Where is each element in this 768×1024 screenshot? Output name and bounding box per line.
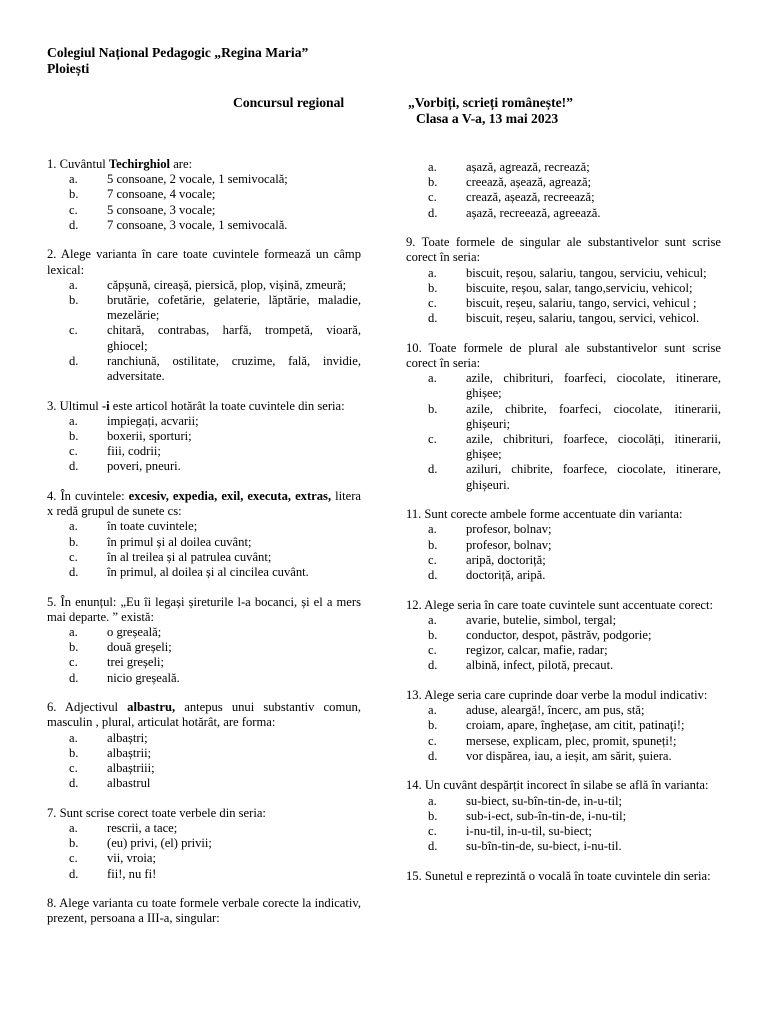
answer-option [47, 640, 361, 655]
option-letter: c. [69, 202, 78, 217]
option-text: biscuite, reșou, salar, tango,serviciu, vehicol; [466, 280, 693, 295]
contest-title: Concursul regional [233, 95, 345, 110]
question-8-options [406, 160, 721, 221]
option-letter: d. [69, 670, 79, 685]
option-letter: d. [428, 839, 438, 854]
answer-option [47, 354, 361, 384]
question-6 [47, 700, 361, 791]
option-letter: b. [69, 836, 79, 851]
option-text: în toate cuvintele; [107, 519, 198, 534]
right-column [406, 160, 721, 898]
question-3 [47, 399, 361, 475]
option-letter: b. [69, 640, 79, 655]
option-text: fiii, codrii; [107, 444, 161, 459]
question-15 [406, 869, 721, 884]
answer-option [47, 867, 361, 882]
answer-option [406, 371, 721, 401]
answer-option [406, 296, 721, 311]
question-text: 15. Sunetul e reprezintă o vocală în toate cuvintele din seria: [406, 868, 711, 883]
option-text: aduse, aleargă!, încerc, am pus, stă; [466, 703, 645, 718]
answer-option [47, 761, 361, 776]
option-text: sub-i-ect, sub-în-tin-de, i-nu-til; [466, 808, 627, 823]
option-text: conductor, despot, păstrăv, podgorie; [466, 628, 652, 643]
answer-option [406, 206, 721, 221]
option-letter: c. [69, 851, 78, 866]
option-letter: d. [428, 311, 438, 326]
answer-option [47, 550, 361, 565]
school-line-2: Ploiești [47, 61, 90, 76]
option-text: mersese, explicam, plec, promit, spuneți!; [466, 733, 677, 748]
option-letter: b. [69, 187, 79, 202]
option-letter: a. [428, 522, 437, 537]
option-text: croiam, apare, îngheţase, am citit, patinaţi!; [466, 718, 685, 733]
option-letter: c. [428, 824, 437, 839]
option-text: albină, infect, pilotă, precaut. [466, 658, 614, 673]
option-text: profesor, bolnav; [466, 537, 552, 552]
question-5 [47, 595, 361, 686]
option-text: o greșeală; [107, 625, 162, 640]
option-letter: c. [428, 733, 437, 748]
option-text: căpșună, cireașă, piersică, plop, vișină, zmeură; [107, 277, 347, 292]
answer-option [47, 535, 361, 550]
option-text: vor dispărea, iau, a ieșit, am sărit, șuiera. [466, 748, 672, 763]
option-letter: a. [428, 371, 437, 386]
answer-option [406, 613, 721, 628]
answer-option [406, 658, 721, 673]
answer-option [406, 643, 721, 658]
option-text: 5 consoane, 2 vocale, 1 semivocală; [107, 172, 288, 187]
answer-option [47, 671, 361, 686]
answer-option [406, 522, 721, 537]
option-text: avarie, butelie, simbol, tergal; [466, 612, 617, 627]
question-keyword: excesiv, expedia, exil, executa, extras, [128, 489, 332, 504]
option-letter: c. [428, 643, 437, 658]
answer-option [47, 746, 361, 761]
answer-option [406, 402, 721, 432]
option-letter: c. [428, 190, 437, 205]
question-2 [47, 247, 361, 384]
question-keyword: Techirghiol [108, 157, 171, 171]
question-10 [406, 341, 721, 493]
option-letter: d. [428, 748, 438, 763]
answer-option [47, 851, 361, 866]
option-text: trei greșeli; [107, 655, 164, 670]
question-text: 1. Cuvântul Techirghiol are: [47, 157, 193, 171]
option-letter: d. [69, 217, 79, 232]
option-text: așază, agrează, recrează; [466, 160, 590, 174]
question-text: 7. Sunt scrise corect toate verbele din seria: [47, 805, 266, 820]
option-text: nicio greșeală. [107, 670, 180, 685]
option-text: i-nu-til, in-u-til, su-biect; [466, 824, 592, 839]
answer-option [406, 839, 721, 854]
answer-option [406, 718, 721, 733]
option-letter: a. [428, 265, 437, 280]
option-letter: d. [428, 568, 438, 583]
answer-option [406, 734, 721, 749]
option-text: albaștrii; [107, 745, 152, 760]
option-letter: d. [428, 462, 438, 477]
option-letter: a. [69, 413, 78, 428]
option-letter: b. [69, 745, 79, 760]
option-text: rescrii, a tace; [107, 821, 178, 836]
question-7 [47, 806, 361, 882]
question-text: 10. Toate formele de plural ale substantivelor sunt scrise corect în seria: [406, 340, 721, 371]
option-letter: a. [428, 793, 437, 808]
option-text: crează, așează, recreează; [466, 190, 595, 205]
option-text: biscuit, reșou, salariu, tangou, serviciu, vehicul; [466, 265, 707, 280]
question-9 [406, 235, 721, 326]
question-text: 13. Alege seria care cuprinde doar verbe la modul indicativ: [406, 688, 708, 703]
answer-option [47, 625, 361, 640]
option-letter: a. [69, 821, 78, 836]
answer-option [47, 323, 361, 353]
answer-option [47, 203, 361, 218]
answer-option [406, 794, 721, 809]
answer-option [406, 190, 721, 205]
answer-option [47, 731, 361, 746]
option-text: vii, vroia; [107, 851, 156, 866]
answer-option [406, 703, 721, 718]
option-letter: a. [428, 160, 437, 174]
answer-option [406, 266, 721, 281]
answer-option [406, 553, 721, 568]
answer-option [406, 538, 721, 553]
option-text: în primul, al doilea și al cincilea cuvânt. [107, 565, 309, 580]
option-letter: a. [69, 172, 78, 187]
option-text: aripă, doctoriță; [466, 552, 546, 567]
question-13 [406, 688, 721, 764]
option-letter: c. [428, 296, 437, 311]
option-letter: c. [428, 432, 437, 447]
option-text: (eu) privi, (el) privii; [107, 836, 212, 851]
option-text: chitară, contrabas, harfă, trompetă, vioară, ghiocel; [107, 323, 361, 353]
answer-option [47, 172, 361, 187]
option-text: poveri, pneuri. [107, 459, 181, 474]
option-letter: b. [69, 429, 79, 444]
answer-option [47, 293, 361, 323]
option-letter: c. [69, 549, 78, 564]
school-name [47, 45, 308, 77]
option-letter: a. [428, 612, 437, 627]
option-letter: b. [69, 293, 79, 308]
answer-option [47, 821, 361, 836]
question-text: 8. Alege varianta cu toate formele verbale corecte la indicativ, prezent, persoana a III-a, singular: [47, 896, 361, 926]
option-letter: d. [69, 459, 79, 474]
option-letter: d. [428, 205, 438, 220]
question-11 [406, 507, 721, 583]
option-letter: c. [69, 323, 78, 338]
option-letter: a. [428, 703, 437, 718]
option-letter: b. [69, 534, 79, 549]
answer-option [47, 278, 361, 293]
option-letter: c. [69, 761, 78, 776]
option-letter: d. [428, 658, 438, 673]
option-text: creează, așează, agrează; [466, 175, 592, 190]
answer-option [406, 749, 721, 764]
question-text: 14. Un cuvânt despărțit incorect în silabe se află în varianta: [406, 778, 709, 793]
answer-option [47, 459, 361, 474]
option-text: 5 consoane, 3 vocale; [107, 202, 216, 217]
option-letter: c. [428, 552, 437, 567]
answer-option [406, 160, 721, 175]
school-line-1: Colegiul Național Pedagogic „Regina Maria” [47, 45, 309, 60]
question-12 [406, 598, 721, 674]
question-text: 4. În cuvintele: excesiv, expedia, exil, executa, extras, litera x redă grupul de sunete cs: [47, 489, 361, 519]
option-text: su-bîn-tin-de, su-biect, i-nu-til. [466, 839, 622, 854]
option-letter: d. [69, 866, 79, 881]
motto-text: „Vorbiți, scrieți românește!” [408, 95, 573, 110]
option-letter: b. [428, 280, 438, 295]
option-text: în primul și al doilea cuvânt; [107, 534, 252, 549]
class-date: Clasa a V-a, 13 mai 2023 [416, 111, 559, 126]
question-text: 11. Sunt corecte ambele forme accentuate din varianta: [406, 507, 683, 522]
answer-option [406, 809, 721, 824]
option-text: în al treilea și al patrulea cuvânt; [107, 549, 272, 564]
option-text: doctoriță, aripă. [466, 568, 546, 583]
answer-option [47, 776, 361, 791]
option-text: biscuit, reșeu, salariu, tango, servici, vehicul ; [466, 296, 697, 311]
answer-option [47, 429, 361, 444]
option-text: azile, chibrite, foarfeci, ciocolate, itinerarii, ghișeuri; [466, 401, 721, 431]
option-letter: c. [69, 655, 78, 670]
option-letter: b. [428, 718, 438, 733]
option-letter: d. [69, 776, 79, 791]
left-column [47, 157, 361, 941]
option-letter: a. [69, 730, 78, 745]
option-text: albaștri; [107, 730, 148, 745]
question-keyword: -i [101, 398, 110, 413]
answer-option [406, 824, 721, 839]
option-letter: a. [69, 277, 78, 292]
question-text: 5. În enunțul: „Eu îi legași șireturile l-a bocanci, și el a mers mai departe. ” există: [47, 594, 361, 624]
option-letter: b. [428, 401, 438, 416]
option-text: așază, recreează, agreează. [466, 205, 601, 220]
option-text: 7 consoane, 4 vocale; [107, 187, 216, 202]
question-keyword: albastru, [127, 700, 176, 715]
option-letter: b. [428, 175, 438, 190]
question-text: 6. Adjectivul albastru, antepus unui substantiv comun, masculin , plural, articulat hotărât, are forma: [47, 700, 361, 730]
option-letter: d. [69, 353, 79, 368]
option-letter: a. [69, 519, 78, 534]
option-text: su-biect, su-bîn-tin-de, in-u-til; [466, 793, 622, 808]
option-text: albaștriii; [107, 761, 155, 776]
question-8 [47, 896, 361, 926]
answer-option [47, 218, 361, 233]
question-text: 9. Toate formele de singular ale substantivelor sunt scrise corect în seria: [406, 235, 721, 265]
option-text: fii!, nu fi! [107, 866, 157, 881]
question-text: 12. Alege seria în care toate cuvintele sunt accentuate corect: [406, 597, 713, 612]
answer-option [47, 187, 361, 202]
option-letter: b. [428, 628, 438, 643]
question-1 [47, 157, 361, 233]
answer-option [47, 836, 361, 851]
answer-option [406, 462, 721, 492]
option-text: ranchiună, ostilitate, cruzime, fală, invidie, adversitate. [107, 353, 361, 384]
answer-option [406, 311, 721, 326]
option-letter: d. [69, 565, 79, 580]
answer-option [47, 414, 361, 429]
option-letter: c. [69, 444, 78, 459]
answer-option [47, 444, 361, 459]
option-text: profesor, bolnav; [466, 522, 552, 537]
option-text: regizor, calcar, mafie, radar; [466, 643, 608, 658]
answer-option [406, 175, 721, 190]
option-text: boxerii, sporturi; [107, 429, 192, 444]
option-text: azile, chibrituri, foarfece, ciocolăți, itinerarii, ghișee; [466, 432, 721, 462]
answer-option [406, 628, 721, 643]
question-text: 2. Alege varianta în care toate cuvintele formează un câmp lexical: [47, 247, 361, 277]
question-4 [47, 489, 361, 580]
option-text: brutărie, cofetărie, gelaterie, lăptărie, maladie, mezelărie; [107, 293, 361, 323]
option-text: 7 consoane, 3 vocale, 1 semivocală. [107, 217, 288, 232]
answer-option [406, 568, 721, 583]
answer-option [47, 565, 361, 580]
option-letter: b. [428, 537, 438, 552]
option-text: două greșeli; [107, 640, 172, 655]
answer-option [47, 519, 361, 534]
option-letter: a. [69, 625, 78, 640]
option-text: impiegați, acvarii; [107, 413, 199, 428]
option-text: biscuit, reșeu, salariu, tangou, servici, vehicol. [466, 311, 700, 326]
answer-option [406, 281, 721, 296]
option-letter: b. [428, 808, 438, 823]
answer-option [47, 655, 361, 670]
question-text: 3. Ultimul -i este articol hotărât la toate cuvintele din seria: [47, 398, 345, 413]
contest-motto [408, 95, 573, 127]
option-text: azile, chibrituri, foarfeci, ciocolate, itinerare, ghișee; [466, 371, 721, 401]
option-text: aziluri, chibrite, foarfece, ciocolate, itinerare, ghișeuri. [466, 462, 721, 492]
question-14 [406, 778, 721, 854]
answer-option [406, 432, 721, 462]
option-text: albastrul [107, 776, 151, 791]
